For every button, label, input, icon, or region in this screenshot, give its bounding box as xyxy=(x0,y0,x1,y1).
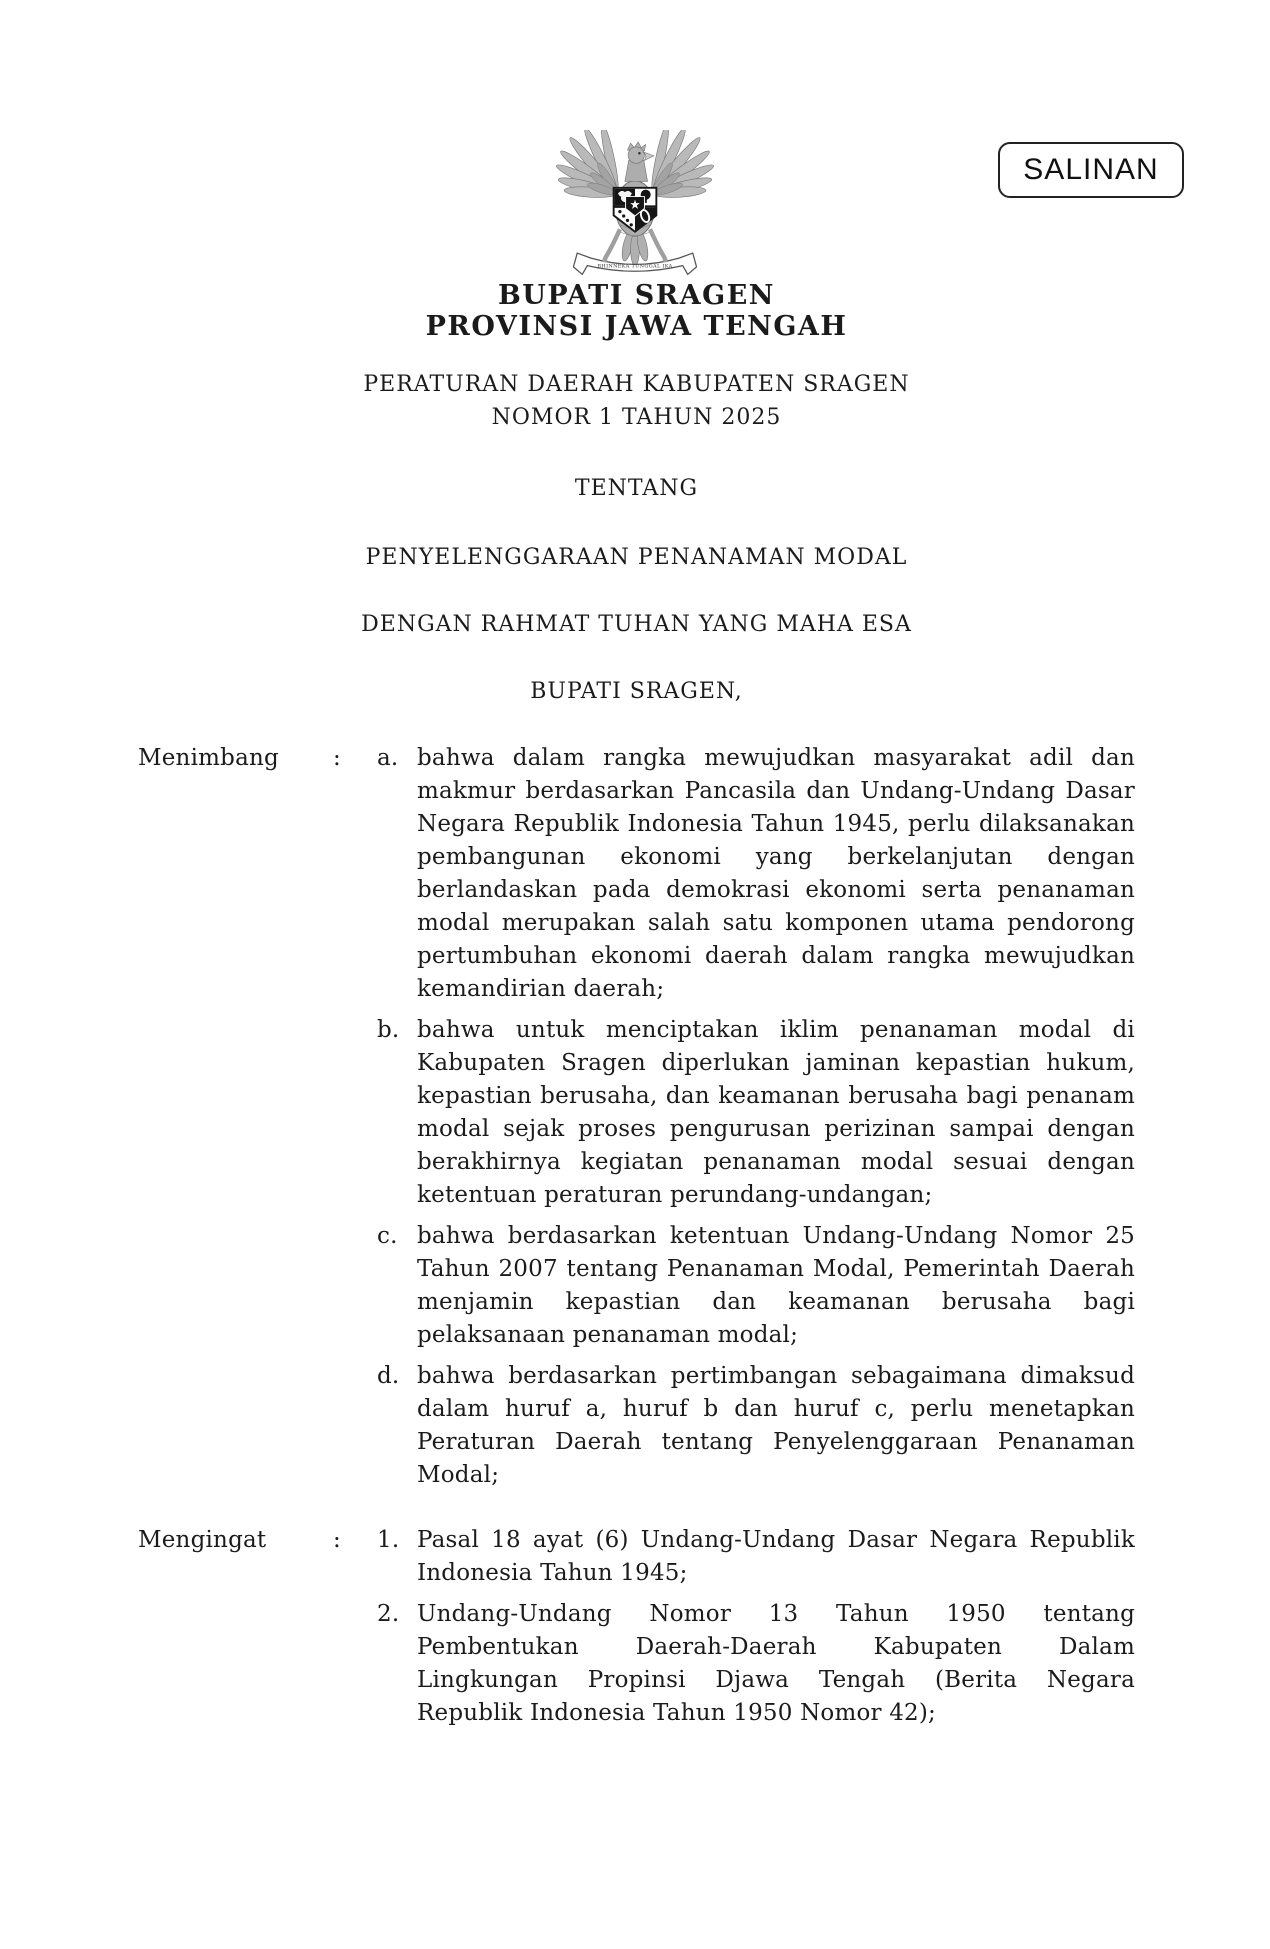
garuda-right-wing xyxy=(649,130,716,199)
salinan-stamp-label: SALINAN xyxy=(1023,153,1159,186)
item-marker: 2. xyxy=(377,1601,400,1627)
garuda-right-claw xyxy=(663,257,668,262)
item-marker: 1. xyxy=(377,1527,400,1553)
letterhead-office: BUPATI SRAGEN xyxy=(497,280,775,311)
item-text: bahwa untuk menciptakan iklim penanaman modal di Kabupaten Sragen diperlukan jaminan kepastian hukum, kepastian berusaha, dan keamanan berusaha bagi penanam modal sejak proses pengurusan perizinan sampai dengan berakhirnya kegiatan penanaman modal sesuai dengan ketentuan peraturan perundang-undangan; xyxy=(417,1017,1135,1208)
regulation-title xyxy=(138,368,1135,434)
item-text: bahwa berdasarkan ketentuan Undang-Undang Nomor 25 Tahun 2007 tentang Penanaman Modal, Pemerintah Daerah menjamin kepastian dan keamanan berusaha bagi pelaksanaan penanaman modal; xyxy=(417,1223,1135,1348)
garuda-left-leg xyxy=(605,229,620,259)
section-items xyxy=(377,742,1135,1492)
section-label-mengingat: Mengingat xyxy=(138,1527,267,1553)
section-colon: : xyxy=(333,1527,341,1553)
garuda-emblem-svg xyxy=(547,130,723,287)
tentang-label: TENTANG xyxy=(574,476,699,501)
preamble-item xyxy=(377,742,1135,1006)
item-text: Pasal 18 ayat (6) Undang-Undang Dasar Negara Republik Indonesia Tahun 1945; xyxy=(417,1527,1135,1586)
garuda-head xyxy=(628,147,644,163)
invocation-line: DENGAN RAHMAT TUHAN YANG MAHA ESA xyxy=(361,612,912,637)
item-text: bahwa berdasarkan pertimbangan sebagaimana dimaksud dalam huruf a, huruf b dan huruf c, perlu menetapkan Peraturan Daerah tentang Penyelenggaraan Penanaman Modal; xyxy=(417,1363,1135,1488)
item-text: bahwa dalam rangka mewujudkan masyarakat adil dan makmur berdasarkan Pancasila dan Undang-Undang Dasar Negara Republik Indonesia Tahun 1945, perlu dilaksanakan pembangunan ekonomi yang berkelanjutan dengan berlandaskan pada demokrasi ekonomi serta penanaman modal merupakan salah satu komponen utama pendorong pertumbuhan ekonomi daerah dalam rangka mewujudkan kemandirian daerah; xyxy=(417,745,1135,1002)
preamble-item xyxy=(377,1598,1135,1730)
item-text: Undang-Undang Nomor 13 Tahun 1950 tentang Pembentukan Daerah-Daerah Kabupaten Dalam Lingkungan Propinsi Djawa Tengah (Berita Negara Republik Indonesia Tahun 1950 Nomor 42); xyxy=(417,1601,1135,1726)
item-marker: d. xyxy=(377,1363,400,1389)
garuda-pancasila-emblem-icon xyxy=(547,130,723,272)
garuda-right-leg xyxy=(650,229,665,259)
section-label-menimbang: Menimbang xyxy=(138,745,279,771)
letterhead xyxy=(138,280,1135,342)
salinan-stamp xyxy=(998,142,1184,198)
item-marker: b. xyxy=(377,1017,400,1043)
emblem-banner-text: BHINNEKA TUNGGAL IKA xyxy=(597,263,673,270)
preamble-item xyxy=(377,1014,1135,1212)
issuer-line: BUPATI SRAGEN, xyxy=(530,679,743,704)
regulation-subject: PENYELENGGARAAN PENANAMAN MODAL xyxy=(365,545,908,570)
section-colon: : xyxy=(333,745,341,771)
preamble-sections xyxy=(138,742,1135,1730)
document-content xyxy=(0,280,1270,1730)
garuda-eye xyxy=(638,152,641,155)
letterhead-province: PROVINSI JAWA TENGAH xyxy=(425,311,848,342)
item-marker: a. xyxy=(377,745,399,771)
preamble-item xyxy=(377,1524,1135,1590)
section-items xyxy=(377,1524,1135,1730)
preamble-section xyxy=(138,1524,1135,1730)
preamble-section xyxy=(138,742,1135,1492)
garuda-left-wing xyxy=(554,130,621,199)
regulation-number-line: NOMOR 1 TAHUN 2025 xyxy=(491,405,782,430)
preamble-item xyxy=(377,1360,1135,1492)
garuda-left-claw xyxy=(602,257,607,262)
item-marker: c. xyxy=(377,1223,398,1249)
garuda-beak xyxy=(643,152,654,161)
preamble-item xyxy=(377,1220,1135,1352)
regulation-title-line: PERATURAN DAERAH KABUPATEN SRAGEN xyxy=(363,372,910,397)
